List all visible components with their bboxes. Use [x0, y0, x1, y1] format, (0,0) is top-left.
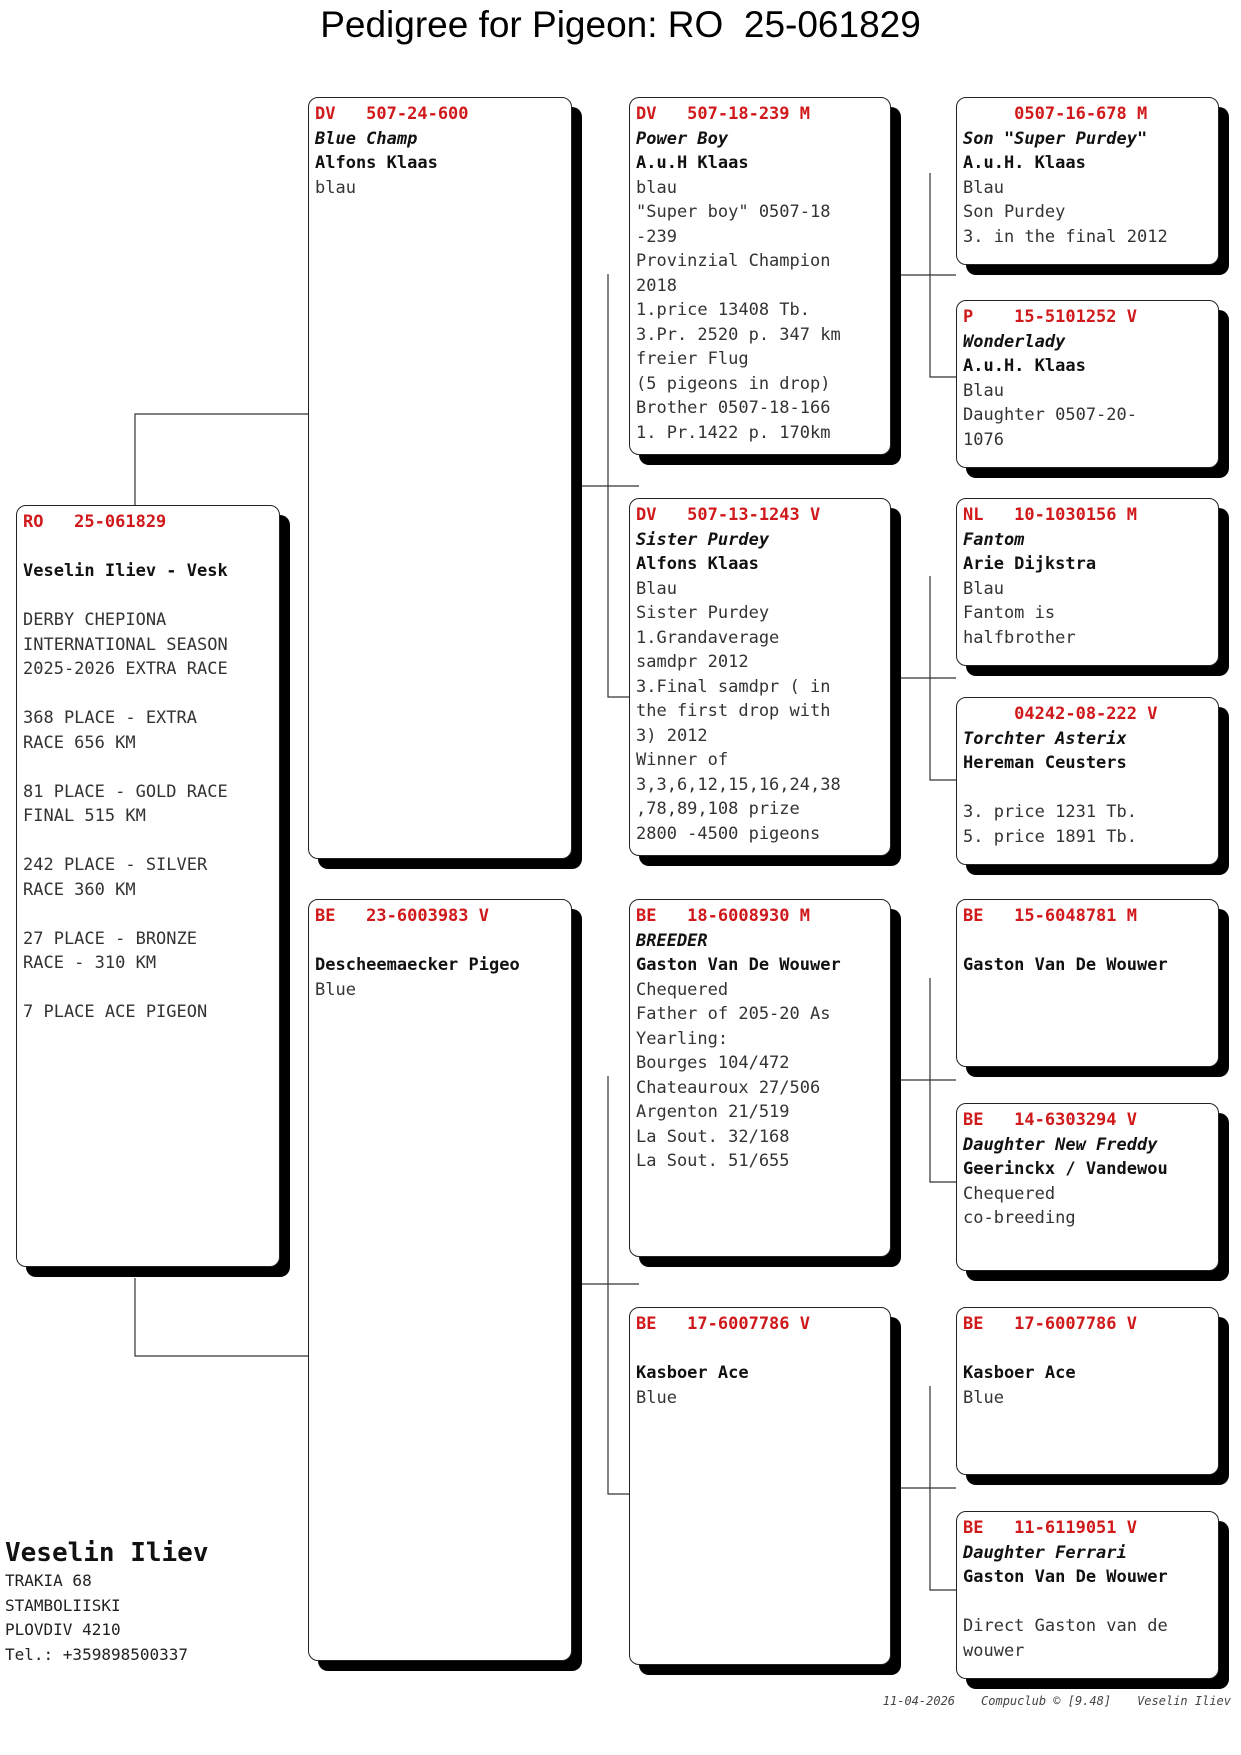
card-line: Provinzial Champion: [636, 251, 831, 271]
card-line: RACE - 310 KM: [23, 953, 157, 973]
card-line: FINAL 515 KM: [23, 806, 146, 826]
card-line: 3.Final samdpr ( in: [636, 676, 831, 697]
card-line: Blau: [963, 380, 1004, 401]
card-line: RACE 360 KM: [23, 879, 136, 900]
card-line: 2018: [636, 275, 677, 296]
card-line: 81 PLACE - GOLD RACE: [23, 781, 228, 802]
card-line: [23, 682, 273, 707]
card-line: [963, 1337, 1212, 1362]
footer-software: Compuclub © [9.48]: [981, 1694, 1112, 1708]
card-line: Descheemaecker Pigeo: [315, 955, 520, 975]
ring-number: BE 14-6303294 V: [963, 1110, 1137, 1130]
sire-dam-card[interactable]: [629, 498, 891, 856]
ring-number: DV 507-24-600: [315, 104, 469, 124]
owner-address-line: STAMBOLIISKI: [5, 1595, 121, 1615]
card-line: Alfons Klaas: [315, 153, 438, 173]
card-line: "Super boy" 0507-18: [636, 202, 831, 222]
card-line: 2800 -4500 pigeons: [636, 823, 821, 844]
card-line: 368 PLACE - EXTRA: [23, 708, 197, 728]
card-line: Yearling:: [636, 1028, 729, 1049]
card-line: [963, 776, 1212, 801]
owner-info: [5, 1537, 209, 1667]
card-line: BREEDER: [636, 930, 708, 951]
card-line: Daughter New Freddy: [963, 1134, 1158, 1155]
ring-number: BE 15-6048781 M: [963, 906, 1137, 926]
owner-address-line: TRAKIA 68: [5, 1571, 92, 1590]
card-line: halfbrother: [963, 627, 1076, 648]
card-line: Wonderlady: [963, 331, 1066, 352]
card-line: Brother 0507-18-166: [636, 398, 831, 418]
card-line: [23, 902, 273, 927]
page-title: Pedigree for Pigeon: RO 25-061829: [320, 4, 921, 45]
sire-dam-dam-card[interactable]: [956, 697, 1219, 865]
card-line: Geerinckx / Vandewou: [963, 1159, 1168, 1179]
sire-card[interactable]: [308, 97, 572, 859]
card-line: wouwer: [963, 1640, 1025, 1661]
card-line: 2025-2026 EXTRA RACE: [23, 659, 228, 679]
card-line: Arie Dijkstra: [963, 554, 1097, 574]
card-line: Blau: [963, 578, 1004, 599]
card-line: Sister Purdey: [636, 603, 770, 623]
card-line: Fantom is: [963, 603, 1056, 623]
card-line: 3) 2012: [636, 725, 708, 746]
card-line: Kasboer Ace: [963, 1363, 1076, 1383]
owner-name: Veselin Iliev: [5, 1538, 209, 1568]
card-line: Blue Champ: [315, 128, 418, 149]
card-line: Chequered: [636, 979, 729, 1000]
ring-number: DV 507-13-1243 V: [636, 505, 821, 525]
card-line: Kasboer Ace: [636, 1363, 749, 1383]
card-line: Chateauroux 27/506: [636, 1077, 821, 1098]
card-line: Daughter 0507-20-: [963, 405, 1137, 425]
ring-number: BE 17-6007786 V: [963, 1314, 1137, 1334]
card-line: Blue: [963, 1387, 1004, 1408]
card-line: Chequered: [963, 1183, 1056, 1204]
dam-dam-dam-card[interactable]: [956, 1511, 1219, 1679]
card-line: Father of 205-20 As: [636, 1004, 831, 1024]
card-line: Fantom: [963, 529, 1025, 550]
footer-date: 11-04-2026: [882, 1694, 956, 1708]
dam-dam-card[interactable]: [629, 1307, 891, 1665]
card-line: Gaston Van De Wouwer: [963, 1567, 1168, 1587]
ring-number: DV 507-18-239 M: [636, 104, 810, 124]
card-line: Bourges 104/472: [636, 1053, 790, 1073]
card-line: [636, 1337, 884, 1362]
card-line: Power Boy: [636, 128, 729, 149]
card-line: A.u.H. Klaas: [963, 153, 1086, 173]
ring-number: BE 18-6008930 M: [636, 906, 810, 926]
card-line: Argenton 21/519: [636, 1102, 790, 1122]
dam-sire-sire-card[interactable]: [956, 899, 1219, 1067]
card-line: Direct Gaston van de: [963, 1616, 1168, 1636]
sire-sire-card[interactable]: [629, 97, 891, 455]
card-line: [23, 584, 273, 609]
card-line: 1.price 13408 Tb.: [636, 300, 810, 320]
card-line: 1.Grandaverage: [636, 627, 780, 648]
sire-sire-dam-card[interactable]: [956, 300, 1219, 468]
card-line: Hereman Ceusters: [963, 753, 1127, 773]
card-line: Sister Purdey: [636, 529, 770, 550]
ring-number: 04242-08-222 V: [963, 704, 1158, 724]
card-line: [963, 929, 1212, 954]
owner-phone: Tel.: +359898500337: [5, 1644, 189, 1664]
footer: [857, 1694, 1231, 1708]
card-line: freier Flug: [636, 349, 749, 369]
card-line: Torchter Asterix: [963, 728, 1127, 749]
card-line: Blau: [636, 578, 677, 599]
dam-card[interactable]: [308, 899, 572, 1661]
card-line: Blue: [636, 1387, 677, 1408]
card-line: RACE 656 KM: [23, 732, 136, 753]
ring-number: BE 23-6003983 V: [315, 906, 489, 926]
card-line: [963, 1590, 1212, 1615]
card-line: A.u.H. Klaas: [963, 356, 1086, 376]
card-line: DERBY CHEPIONA: [23, 610, 167, 630]
card-line: 5. price 1891 Tb.: [963, 826, 1137, 847]
card-line: La Sout. 32/168: [636, 1126, 790, 1147]
card-line: 242 PLACE - SILVER: [23, 855, 208, 875]
card-line: (5 pigeons in drop): [636, 373, 831, 394]
card-line: Gaston Van De Wouwer: [636, 955, 841, 975]
card-line: co-breeding: [963, 1208, 1076, 1228]
card-line: INTERNATIONAL SEASON: [23, 634, 228, 655]
card-line: blau: [315, 177, 356, 198]
ring-number: 0507-16-678 M: [963, 104, 1148, 124]
card-line: [315, 929, 565, 954]
card-line: 3. price 1231 Tb.: [963, 802, 1137, 822]
card-line: Alfons Klaas: [636, 554, 759, 574]
dam-sire-dam-card[interactable]: [956, 1103, 1219, 1271]
card-line: ,78,89,108 prize: [636, 799, 800, 819]
ring-number: NL 10-1030156 M: [963, 505, 1137, 525]
card-line: A.u.H Klaas: [636, 153, 749, 173]
card-line: blau: [636, 177, 677, 198]
dam-sire-card[interactable]: [629, 899, 891, 1257]
dam-dam-sire-card[interactable]: [956, 1307, 1219, 1475]
card-line: Winner of: [636, 750, 729, 770]
subject-pigeon-card[interactable]: [16, 505, 280, 1267]
card-line: [23, 976, 273, 1001]
footer-author: Veselin Iliev: [1137, 1694, 1231, 1708]
ring-number: BE 11-6119051 V: [963, 1518, 1137, 1538]
card-line: Son "Super Purdey": [963, 128, 1148, 149]
card-line: 7 PLACE ACE PIGEON: [23, 1002, 208, 1022]
card-line: Blau: [963, 177, 1004, 198]
card-line: 27 PLACE - BRONZE: [23, 928, 197, 949]
card-line: the first drop with: [636, 701, 831, 721]
card-line: Veselin Iliev - Vesk: [23, 561, 228, 581]
card-line: 1076: [963, 429, 1004, 450]
sire-sire-sire-card[interactable]: [956, 97, 1219, 265]
card-line: [23, 829, 273, 854]
card-line: 3,3,6,12,15,16,24,38: [636, 774, 841, 795]
card-line: Gaston Van De Wouwer: [963, 955, 1168, 975]
ring-number: P 15-5101252 V: [963, 307, 1137, 327]
card-line: [23, 755, 273, 780]
owner-address-line: PLOVDIV 4210: [5, 1620, 121, 1639]
card-line: Daughter Ferrari: [963, 1542, 1127, 1563]
card-line: [23, 535, 273, 560]
card-line: 3.Pr. 2520 p. 347 km: [636, 324, 841, 345]
ring-number: RO 25-061829: [23, 512, 167, 532]
sire-dam-sire-card[interactable]: [956, 498, 1219, 666]
ring-number: BE 17-6007786 V: [636, 1314, 810, 1334]
card-line: Blue: [315, 979, 356, 1000]
card-line: La Sout. 51/655: [636, 1151, 790, 1171]
card-line: 3. in the final 2012: [963, 226, 1168, 247]
card-line: 1. Pr.1422 p. 170km: [636, 422, 831, 443]
card-line: -239: [636, 226, 677, 247]
card-line: Son Purdey: [963, 202, 1066, 222]
card-line: samdpr 2012: [636, 652, 749, 672]
